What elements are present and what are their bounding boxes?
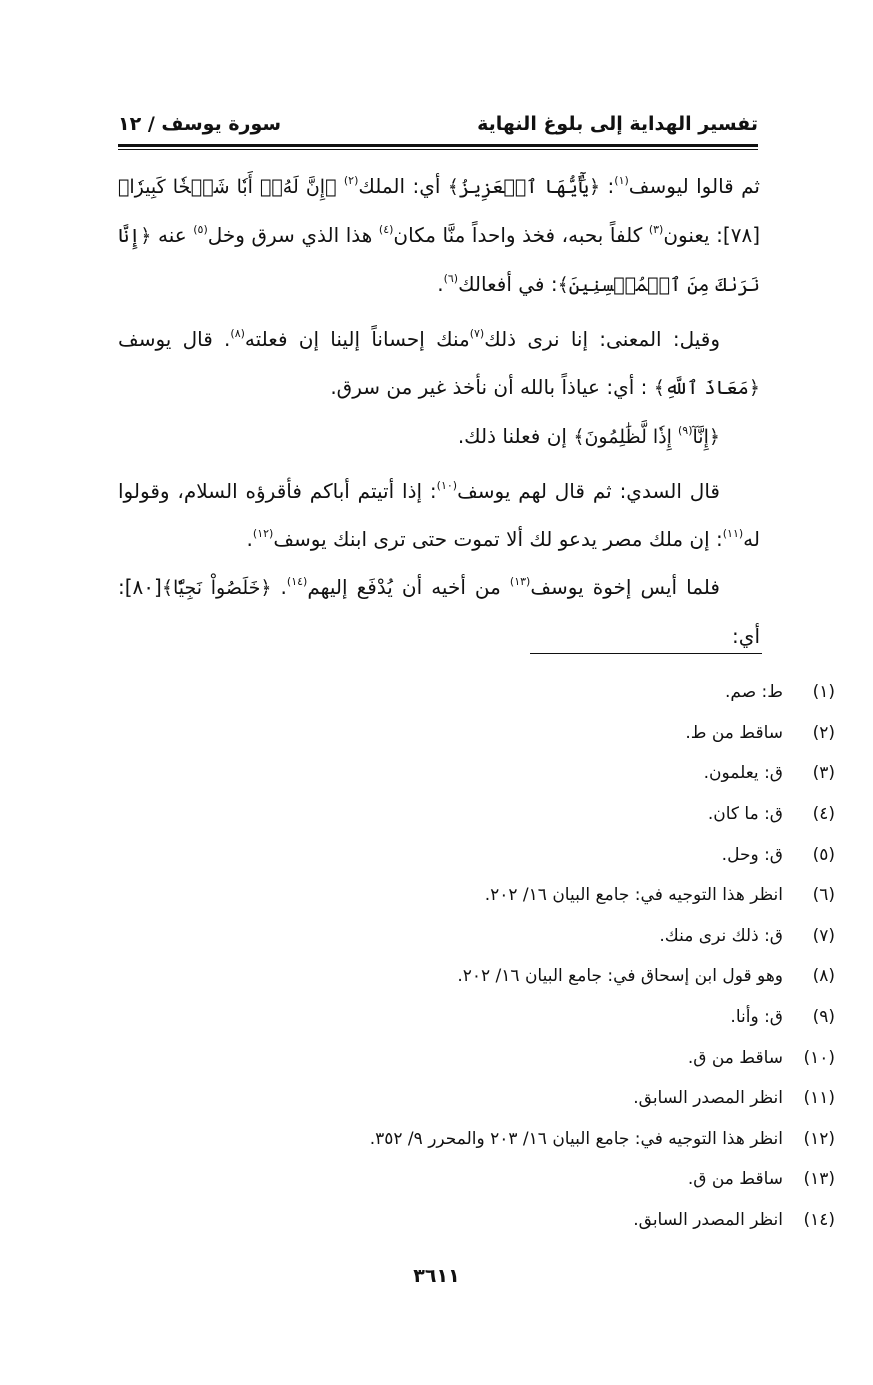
footnote-text: ق: ما كان. — [707, 804, 783, 825]
text-run: . — [437, 272, 444, 296]
footnote-text: انظر المصدر السابق. — [633, 1210, 783, 1231]
footnote-item — [300, 1037, 835, 1078]
text-run: ثم قالوا ليوسف — [628, 174, 760, 198]
footnote-text: ق: وأنا. — [730, 1007, 783, 1028]
footnote-item — [300, 956, 835, 997]
text-run: أي: الملك — [358, 174, 448, 198]
header-rule-thick — [118, 144, 758, 147]
text-run: إن فعلنا ذلك. — [457, 424, 574, 448]
footnote-ref: (٥) — [193, 223, 208, 237]
footnote-number: (٥) — [812, 844, 835, 865]
footnote-item — [300, 916, 835, 957]
footnote-ref: (١٣) — [509, 575, 531, 589]
text-run: [٨٠]: أي: — [118, 575, 760, 648]
text-run: قال السدي: ثم قال لهم يوسف — [457, 479, 720, 503]
text-run: . — [271, 575, 287, 599]
text-run: منك إحساناً إلينا إن فعلته — [244, 327, 470, 351]
footnote-number: (٤) — [812, 804, 835, 825]
running-header — [118, 108, 758, 140]
quran-verse: إِذٗا لَّظَٰلِمُونَ﴾ — [573, 426, 678, 448]
text-run: : أي: عياذاً بالله أن نأخذ غير من سرق. — [330, 375, 654, 399]
paragraph-2 — [118, 315, 760, 412]
quran-verse: ﴿يَٰٓأَيُّهَا ٱلۡعَزِيزُ﴾ — [447, 176, 601, 198]
footnote-item — [300, 713, 835, 754]
footnote-number: (٣) — [812, 763, 835, 784]
footnote-number: (٧) — [812, 925, 835, 946]
footnote-item — [300, 753, 835, 794]
text-run: : في أفعالك — [458, 272, 558, 296]
footnote-ref: (٤) — [378, 223, 394, 237]
footnote-item — [300, 1200, 835, 1241]
text-run — [336, 174, 343, 198]
footnote-ref: (٨) — [230, 327, 245, 341]
footnote-ref: (٩) — [677, 424, 693, 438]
book-title: تفسير الهداية إلى بلوغ النهاية — [477, 113, 758, 135]
footnote-text: انظر هذا التوجيه في: جامع البيان ١٦/ ٢٠٣ والمحرر ٩/ ٣٥٢. — [369, 1128, 783, 1149]
footnote-item — [300, 997, 835, 1038]
footnote-text: ق: وحل. — [721, 844, 783, 865]
footnote-text: ساقط من ق. — [687, 1169, 783, 1190]
quran-verse: ﴿إِنَّآ — [692, 426, 720, 448]
footnote-number: (١٠) — [803, 1047, 835, 1068]
footnote-item — [300, 1078, 835, 1119]
footnote-ref: (٧) — [469, 327, 485, 341]
footnote-separator — [530, 653, 762, 654]
text-run: من أخيه أن يُدْفَع إليهم — [307, 575, 510, 599]
footnote-number: (١) — [812, 682, 835, 703]
paragraph-3 — [118, 412, 760, 461]
text-run: [٧٨]: يعنون — [663, 223, 761, 247]
footnote-number: (١٣) — [803, 1169, 835, 1190]
footnote-ref: (٦) — [443, 272, 459, 286]
footnote-list — [300, 672, 835, 1240]
footnote-text: ساقط من ط. — [685, 722, 783, 743]
footnote-item — [300, 794, 835, 835]
main-text — [118, 162, 760, 660]
footnote-item — [300, 875, 835, 916]
page-number: ٣٦١١ — [413, 1265, 460, 1287]
text-run: هذا الذي سرق وخل — [207, 223, 379, 247]
text-run: عنه — [151, 223, 194, 247]
footnote-item — [300, 1159, 835, 1200]
footnote-item — [300, 1119, 835, 1160]
footnote-text: ساقط من ق. — [687, 1047, 783, 1068]
text-run: كلفاً بحبه، فخذ واحداً منَّا مكان — [393, 223, 649, 247]
footnote-text: ق: ذلك نرى منك. — [659, 925, 783, 946]
text-run: : — [600, 174, 615, 198]
text-run: . قال يوسف — [118, 327, 231, 351]
footnote-ref: (١) — [614, 174, 629, 188]
footnote-number: (٨) — [812, 966, 835, 987]
footnote-number: (٩) — [812, 1007, 835, 1028]
text-run: . — [246, 527, 253, 551]
footnote-text: انظر هذا التوجيه في: جامع البيان ١٦/ ٢٠٢. — [484, 885, 783, 906]
footnote-item — [300, 834, 835, 875]
paragraph-4 — [118, 467, 760, 563]
paragraph-5 — [118, 563, 760, 660]
text-run: : إن ملك مصر يدعو لك ألا تموت حتى ترى ابنك يوسف — [273, 527, 723, 551]
quran-verse: ﴿خَلَصُواْ نَجِيّٗا﴾ — [161, 577, 272, 599]
header-rule-thin — [118, 149, 758, 150]
footnote-number: (١١) — [803, 1088, 835, 1109]
text-run: فلما أيس إخوة يوسف — [530, 575, 720, 599]
text-run: : إذا أتيتم أباكم فأقرؤه السلام، وقولوا له — [118, 479, 760, 551]
footnote-number: (٦) — [812, 885, 835, 906]
surah-page-label: سورة يوسف / ١٢ — [118, 113, 282, 135]
quran-verse: ﴿إِنَّ لَهُۥٓ أَبٗا شَيۡخٗا كَبِيرٗا﴾ — [118, 176, 337, 198]
text-run: وقيل: المعنى: إنا نرى ذلك — [484, 327, 720, 351]
paragraph-1 — [118, 162, 760, 309]
footnote-number: (١٢) — [803, 1128, 835, 1149]
footnote-ref: (١١) — [722, 527, 744, 541]
quran-verse: ﴿مَعَاذَ ٱللَّهِ﴾ — [653, 377, 760, 399]
footnote-ref: (٢) — [343, 174, 359, 188]
footnote-ref: (١٤) — [286, 575, 308, 589]
footnote-number: (٢) — [812, 722, 835, 743]
footnote-text: وهو قول ابن إسحاق في: جامع البيان ١٦/ ٢٠٢. — [457, 966, 783, 987]
footnote-item — [300, 672, 835, 713]
footnote-ref: (٣) — [648, 223, 664, 237]
footnote-text: انظر المصدر السابق. — [633, 1088, 783, 1109]
footnote-number: (١٤) — [803, 1210, 835, 1231]
footnote-ref: (١٠) — [436, 479, 458, 493]
footnote-ref: (١٢) — [252, 527, 274, 541]
footnote-text: ق: يعلمون. — [703, 763, 783, 784]
footnote-text: ط: صم. — [724, 682, 783, 703]
quran-verse: ﴿إِنَّا نَرَىٰكَ مِنَ ٱلۡمُحۡسِنِينَ﴾ — [118, 225, 760, 296]
